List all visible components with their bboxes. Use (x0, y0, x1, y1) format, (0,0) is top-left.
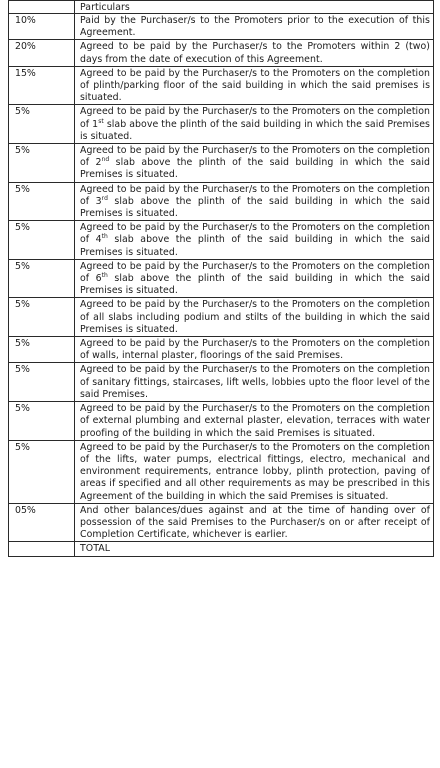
row-text-end: slab above the plinth of the said building in which the said Premises is situated. (80, 118, 430, 142)
row-particulars: Agreed to be paid by the Purchaser/s to the Promoters on the completion of all slabs including podium and stilts of the building in which the said Premises is situated. (75, 298, 434, 337)
document-page (8, 0, 436, 768)
row-percent: 5% (9, 298, 75, 337)
row-particulars (75, 144, 434, 183)
row-text-end: slab above the plinth of the said building in which the said Premises is situated. (80, 273, 430, 297)
table-total-row (9, 542, 434, 556)
row-percent: 5% (9, 144, 75, 183)
row-text-end: slab above the plinth of the said building in which the said Premises is situated. (80, 157, 430, 181)
row-particulars: And other balances/dues against and at the time of handing over of possession of the said Premises to the Purchaser/s on or after receipt of Completion Certificate, whichever is earlier. (75, 503, 434, 542)
row-particulars (75, 221, 434, 260)
row-percent: 5% (9, 259, 75, 298)
header-particulars-cell: Particulars (75, 1, 434, 14)
row-percent: 5% (9, 337, 75, 363)
row-particulars (75, 182, 434, 221)
row-text-start: Agreed to be paid by the Purchaser/s to the Promoters on the completion of 3 (80, 183, 430, 207)
row-text-start: Agreed to be paid by the Purchaser/s to the Promoters on the completion of 2 (80, 145, 430, 169)
table-row (9, 144, 434, 183)
row-percent: 05% (9, 503, 75, 542)
table-row (9, 66, 434, 105)
row-particulars (75, 105, 434, 144)
row-percent: 20% (9, 40, 75, 66)
row-percent: 5% (9, 105, 75, 144)
table-row (9, 337, 434, 363)
ordinal-suffix: nd (101, 156, 110, 164)
table-row (9, 298, 434, 337)
row-percent: 5% (9, 440, 75, 503)
table-header-row (9, 1, 434, 14)
row-percent: 5% (9, 402, 75, 441)
table-row (9, 363, 434, 402)
row-particulars (75, 259, 434, 298)
row-text-end: slab above the plinth of the said building in which the said Premises is situated. (80, 234, 430, 258)
row-percent: 5% (9, 363, 75, 402)
row-particulars: Agreed to be paid by the Purchaser/s to the Promoters on the completion of plinth/parking floor of the said building in which the said premises is situated. (75, 66, 434, 105)
row-percent: 15% (9, 66, 75, 105)
row-text-start: Agreed to be paid by the Purchaser/s to the Promoters on the completion of 6 (80, 260, 430, 285)
table-row (9, 440, 434, 503)
row-percent: 5% (9, 221, 75, 260)
total-label: TOTAL (75, 542, 434, 556)
ordinal-suffix: th (101, 271, 108, 279)
row-particulars: Agreed to be paid by the Purchaser/s to the Promoters on the completion of external plumbing and external plaster, elevation, terraces with water proofing of the building in which the said Premises is situated. (75, 402, 434, 441)
table-row (9, 14, 434, 40)
table-row (9, 402, 434, 441)
total-percent-cell (9, 542, 75, 556)
row-text-start: Agreed to be paid by the Purchaser/s to the Promoters on the completion of 1 (80, 106, 430, 130)
row-particulars: Agreed to be paid by the Purchaser/s to the Promoters on the completion of the lifts, water pumps, electrical fittings, electro, mechanical and environment requirements, entrance lobby, plinth protection, paving of areas if specified and all other requirements as may be prescribed in this Agreement of the building in which the said Premises is situated. (75, 440, 434, 503)
ordinal-suffix: st (98, 117, 104, 125)
row-percent: 5% (9, 182, 75, 221)
table-row (9, 259, 434, 298)
row-particulars: Agreed to be paid by the Purchaser/s to the Promoters on the completion of sanitary fittings, staircases, lift wells, lobbies upto the floor level of the said Premises. (75, 363, 434, 402)
payment-schedule-table (8, 0, 434, 557)
row-particulars: Paid by the Purchaser/s to the Promoters prior to the execution of this Agreement. (75, 14, 434, 40)
row-text-start: Agreed to be paid by the Purchaser/s to the Promoters on the completion of 4 (80, 222, 430, 246)
table-row (9, 503, 434, 542)
header-percent-cell (9, 1, 75, 14)
table-row (9, 182, 434, 221)
row-particulars: Agreed to be paid by the Purchaser/s to the Promoters on the completion of walls, internal plaster, floorings of the said Premises. (75, 337, 434, 363)
table-row (9, 105, 434, 144)
table-row (9, 40, 434, 66)
ordinal-suffix: th (101, 233, 108, 241)
ordinal-suffix: rd (101, 194, 108, 202)
row-particulars: Agreed to be paid by the Purchaser/s to the Promoters within 2 (two) days from the date of execution of this Agreement. (75, 40, 434, 66)
table-row (9, 221, 434, 260)
row-percent: 10% (9, 14, 75, 40)
row-text-end: slab above the plinth of the said building in which the said Premises is situated. (80, 195, 430, 220)
